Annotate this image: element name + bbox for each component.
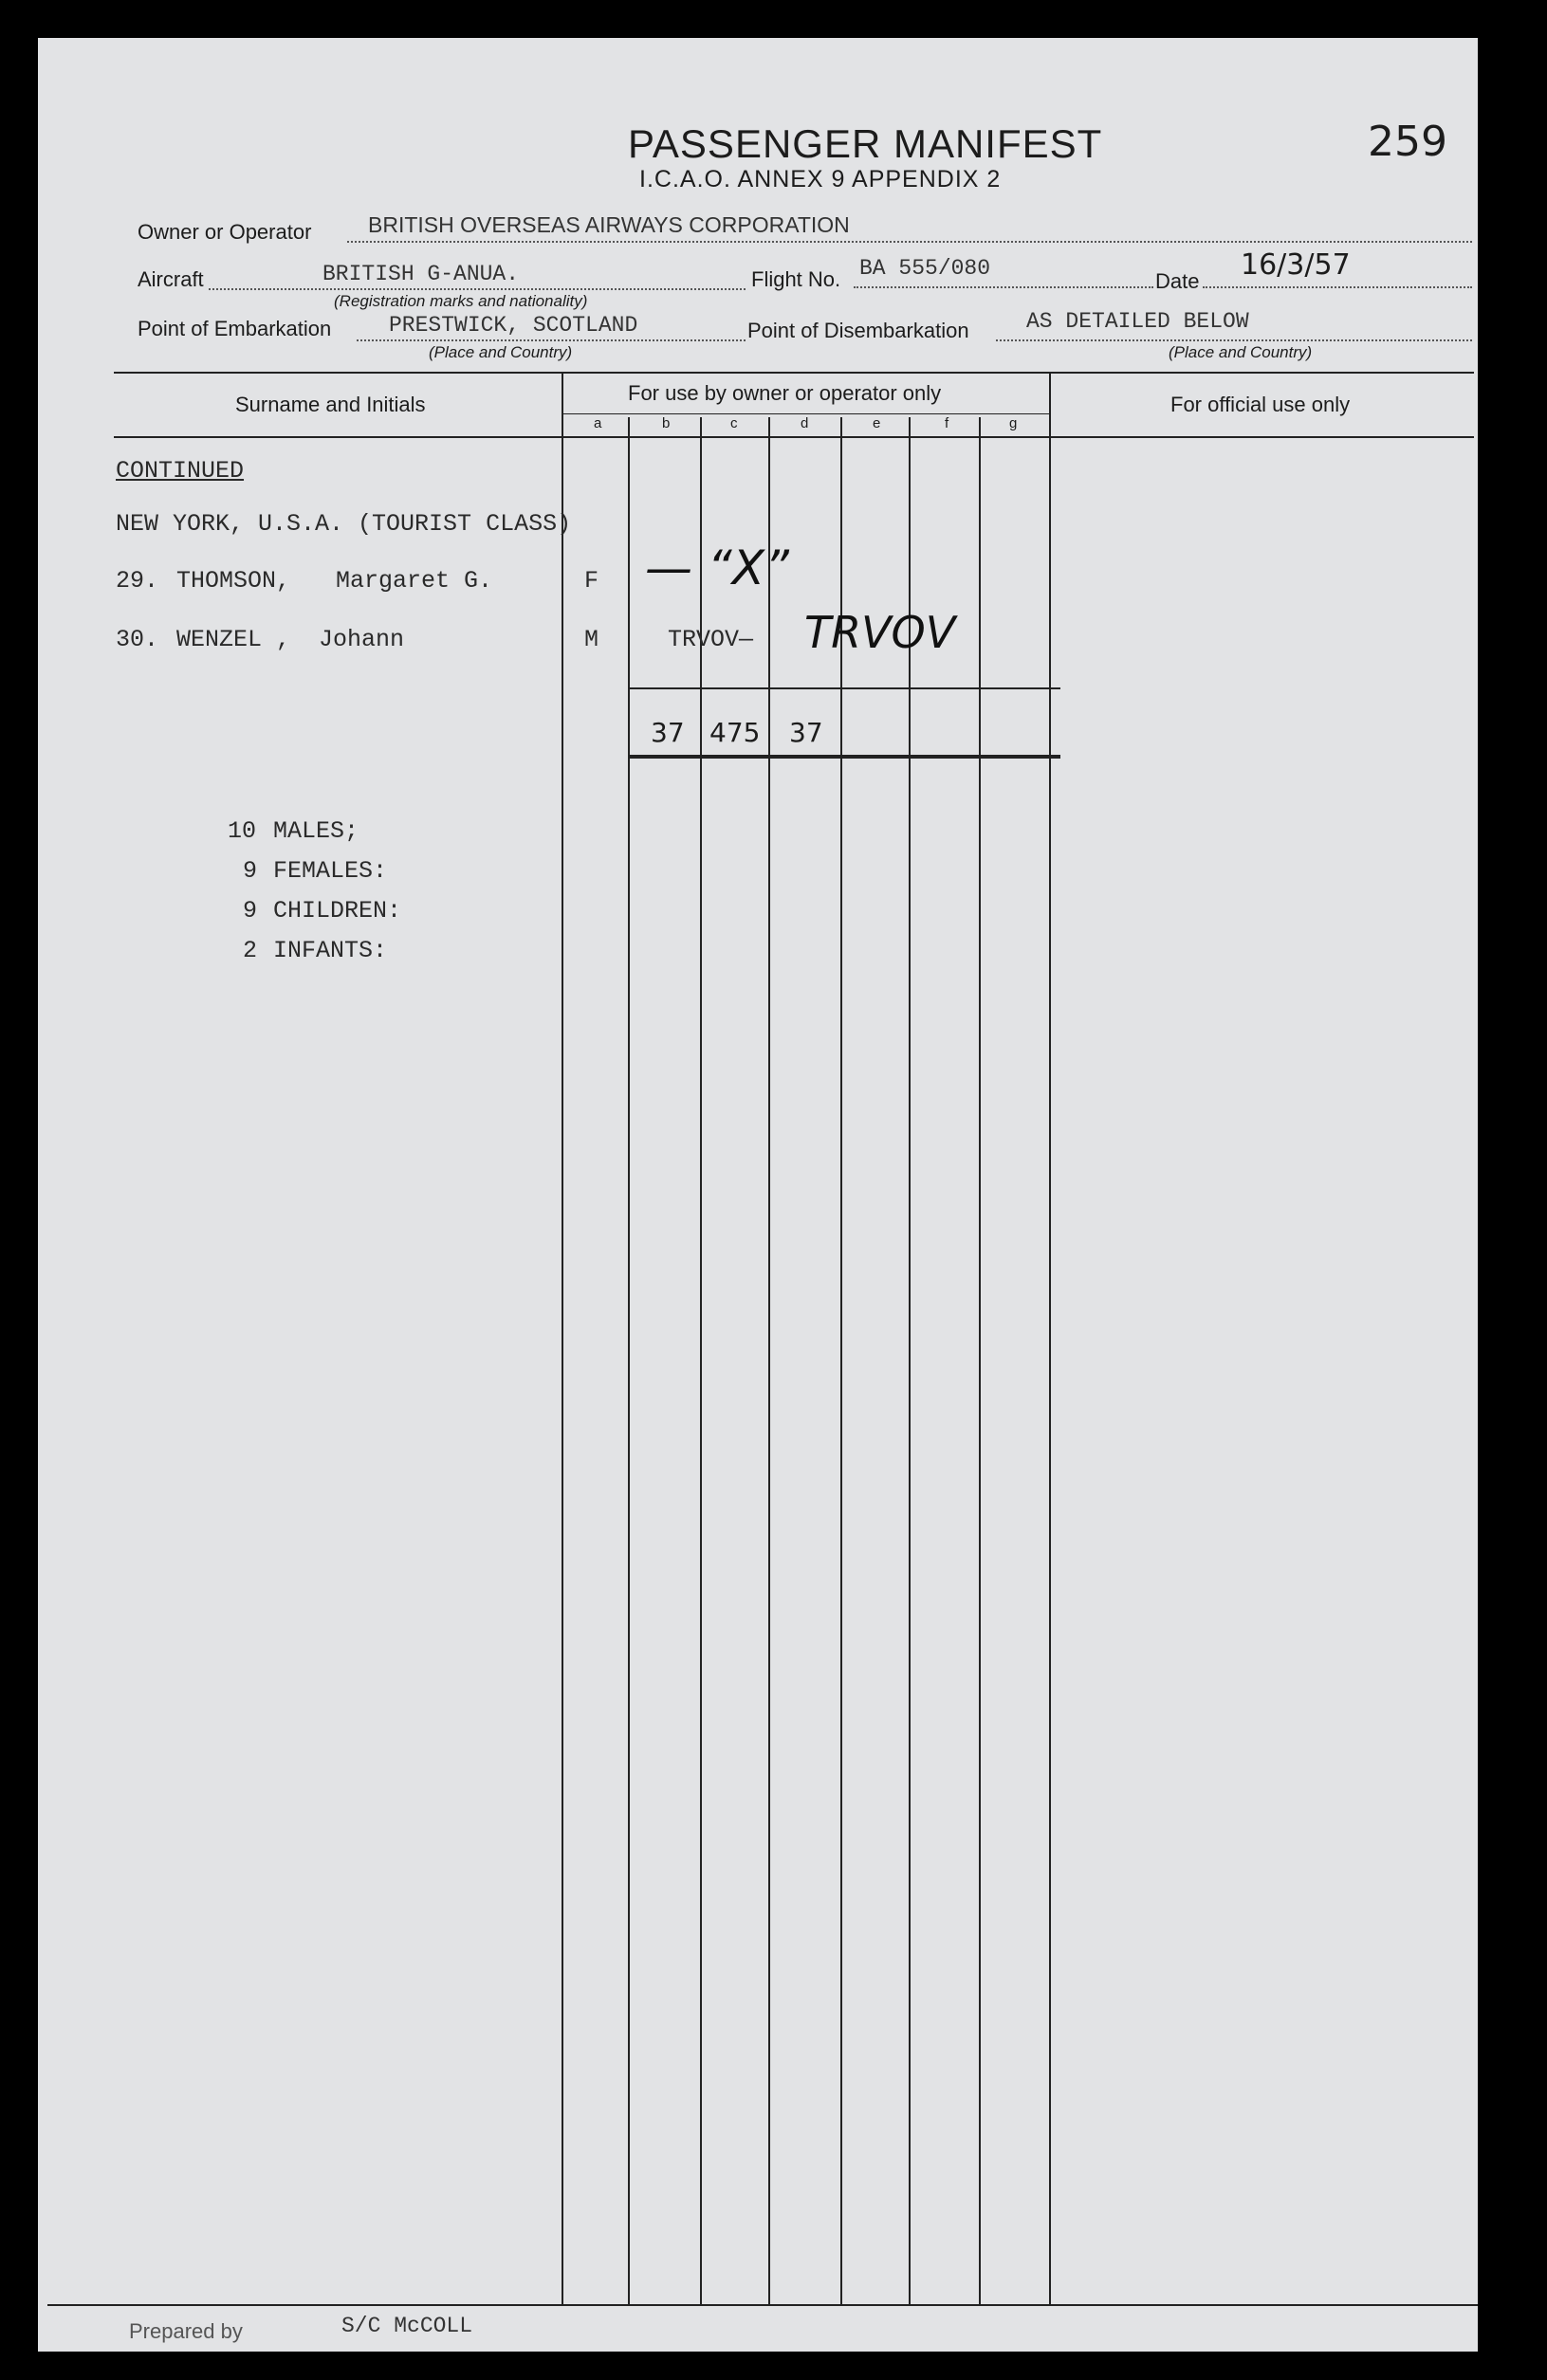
col-surname-header: Surname and Initials bbox=[235, 393, 426, 416]
summary-infants-count: 2 bbox=[243, 937, 258, 964]
subcol-c: c bbox=[730, 415, 738, 431]
total-c: 475 bbox=[709, 717, 761, 748]
embarkation-line bbox=[357, 339, 746, 341]
total-b: 37 bbox=[651, 717, 685, 748]
table-divider-official bbox=[1049, 372, 1051, 2306]
disembarkation-note: (Place and Country) bbox=[1169, 343, 1313, 361]
flight-value: BA 555/080 bbox=[859, 256, 991, 281]
summary-infants-label: INFANTS: bbox=[273, 937, 388, 964]
col-operator-header: For use by owner or operator only bbox=[628, 381, 942, 405]
date-value: 16/3/57 bbox=[1241, 248, 1351, 282]
disembarkation-value: AS DETAILED BELOW bbox=[1026, 309, 1249, 334]
disembarkation-label: Point of Disembarkation bbox=[747, 319, 969, 342]
col-official-header: For official use only bbox=[1170, 393, 1351, 416]
disembarkation-line bbox=[996, 339, 1472, 341]
embarkation-note: (Place and Country) bbox=[429, 343, 573, 361]
passenger-29-number: 29. bbox=[116, 567, 159, 595]
summary-children-label: CHILDREN: bbox=[273, 897, 402, 925]
summary-females-count: 9 bbox=[243, 857, 258, 885]
aircraft-note: (Registration marks and nationality) bbox=[334, 292, 588, 310]
page-number: 259 bbox=[1368, 118, 1447, 166]
passenger-30-given: Johann bbox=[319, 626, 405, 653]
passenger-30-sex: M bbox=[584, 626, 599, 653]
prepared-by-label: Prepared by bbox=[129, 2319, 243, 2343]
table-top-border bbox=[114, 372, 1474, 374]
aircraft-value: BRITISH G-ANUA. bbox=[322, 262, 520, 286]
subcol-g: g bbox=[1009, 415, 1018, 431]
subcol-rule-fg bbox=[979, 417, 981, 2304]
passenger-29-sex: F bbox=[584, 567, 599, 595]
summary-males-count: 10 bbox=[228, 817, 257, 845]
table-bottom-border bbox=[47, 2304, 1478, 2306]
flight-label: Flight No. bbox=[751, 267, 841, 291]
operator-header-rule bbox=[562, 413, 1049, 414]
subcol-rule-cd bbox=[768, 417, 770, 2304]
owner-label: Owner or Operator bbox=[138, 220, 312, 244]
subcol-rule-ef bbox=[909, 417, 911, 2304]
passenger-29-given: Margaret G. bbox=[336, 567, 493, 595]
date-label: Date bbox=[1155, 269, 1200, 293]
subcol-rule-de bbox=[840, 417, 842, 2304]
passenger-30-handwritten: TRVOV bbox=[804, 607, 956, 658]
owner-value: BRITISH OVERSEAS AIRWAYS CORPORATION bbox=[368, 212, 850, 237]
subcol-a: a bbox=[594, 415, 602, 431]
flight-line bbox=[854, 286, 1153, 288]
summary-males-label: MALES; bbox=[273, 817, 359, 845]
subcol-rule-bc bbox=[700, 417, 702, 2304]
form-title: PASSENGER MANIFEST bbox=[628, 121, 1103, 166]
subcol-rule-ab bbox=[628, 417, 630, 2304]
table-divider-surname bbox=[562, 372, 563, 2306]
embarkation-value: PRESTWICK, SCOTLAND bbox=[389, 313, 638, 338]
total-d: 37 bbox=[789, 717, 823, 748]
passenger-29-handwritten: — “X” bbox=[645, 540, 789, 595]
manifest-sheet bbox=[38, 38, 1478, 2352]
passenger-30-surname: WENZEL , bbox=[176, 626, 291, 653]
passenger-29-surname: THOMSON, bbox=[176, 567, 291, 595]
totals-bottom-rule bbox=[628, 755, 1060, 759]
table-header-border bbox=[114, 436, 1474, 438]
aircraft-line bbox=[209, 288, 746, 290]
embarkation-label: Point of Embarkation bbox=[138, 317, 332, 340]
passenger-30-typed-note: TRVOV— bbox=[668, 626, 754, 653]
date-line bbox=[1203, 286, 1472, 288]
subcol-b: b bbox=[662, 415, 671, 431]
subcol-e: e bbox=[873, 415, 881, 431]
subcol-f: f bbox=[945, 415, 949, 431]
passenger-30-number: 30. bbox=[116, 626, 159, 653]
subcol-d: d bbox=[801, 415, 809, 431]
form-subtitle: I.C.A.O. ANNEX 9 APPENDIX 2 bbox=[639, 166, 1002, 192]
totals-top-rule bbox=[628, 687, 1060, 689]
aircraft-label: Aircraft bbox=[138, 267, 204, 291]
continued-label: CONTINUED bbox=[116, 457, 245, 485]
destination-heading: NEW YORK, U.S.A. (TOURIST CLASS) bbox=[116, 510, 572, 538]
summary-females-label: FEMALES: bbox=[273, 857, 388, 885]
summary-children-count: 9 bbox=[243, 897, 258, 925]
prepared-by-value: S/C McCOLL bbox=[341, 2314, 473, 2338]
owner-line bbox=[347, 241, 1472, 243]
